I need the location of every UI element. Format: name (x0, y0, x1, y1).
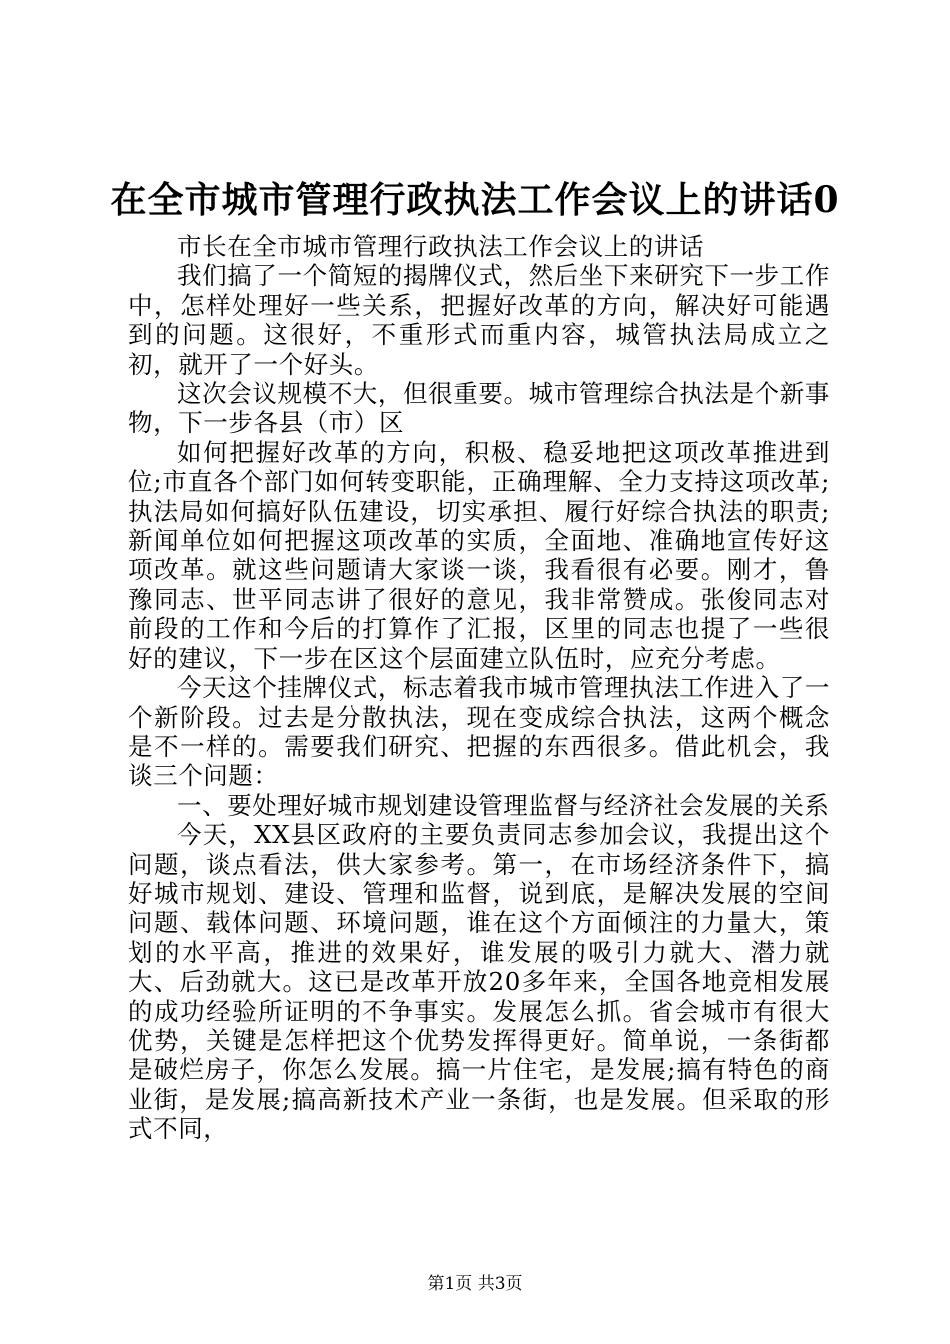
paragraph: 今天这个挂牌仪式，标志着我市城市管理执法工作进入了一个新阶段。过去是分散执法，现在变成综合执法，这两个概念是不一样的。需要我们研究、把握的东西很多。借此机会，我谈三个问题： (128, 673, 830, 791)
paragraph: 我们搞了一个简短的揭牌仪式，然后坐下来研究下一步工作中，怎样处理好一些关系，把握好改革的方向，解决好可能遇到的问题。这很好，不重形式而重内容，城管执法局成立之初，就开了一个好头。 (128, 261, 830, 379)
paragraph: 市长在全市城市管理行政执法工作会议上的讲话 (177, 232, 705, 261)
page-footer: 第1页 共3页 (427, 1274, 523, 1294)
paragraph: 今天，XX县区政府的主要负责同志参加会议，我提出这个问题，谈点看法，供大家参考。第一，在市场经济条件下，搞好城市规划、建设、管理和监督，说到底，是解决发展的空间问题、载体问题、环境问题，谁在这个方面倾注的力量大，策划的水平高，推进的效果好，谁发展的吸引力就大、潜力就大、后劲就大。这已是改革开放20多年来，全国各地竞相发展的成功经验所证明的不争事实。发展怎么抓。省会城市有很大优势，关键是怎样把这个优势发挥得更好。简单说，一条街都是破烂房子，你怎么发展。搞一片住宅，是发展;搞有特色的商业街，是发展;搞高新技术产业一条街，也是发展。但采取的形式不同， (128, 820, 830, 1144)
document-title: 在全市城市管理行政执法工作会议上的讲话0 (110, 179, 840, 221)
paragraph: 这次会议规模不大，但很重要。城市管理综合执法是个新事物，下一步各县（市）区 (128, 379, 830, 438)
paragraph: 一、要处理好城市规划建设管理监督与经济社会发展的关系 (177, 790, 830, 820)
paragraph: 如何把握好改革的方向，积极、稳妥地把这项改革推进到位;市直各个部门如何转变职能，正确理解、全力支持这项改革;执法局如何搞好队伍建设，切实承担、履行好综合执法的职责;新闻单位如何把握这项改革的实质，全面地、准确地宣传好这项改革。就这些问题请大家谈一谈，我看很有必要。刚才，鲁豫同志、世平同志讲了很好的意见，我非常赞成。张俊同志对前段的工作和今后的打算作了汇报，区里的同志也提了一些很好的建议，下一步在区这个层面建立队伍时，应充分考虑。 (128, 437, 830, 673)
document-body (128, 232, 830, 1144)
